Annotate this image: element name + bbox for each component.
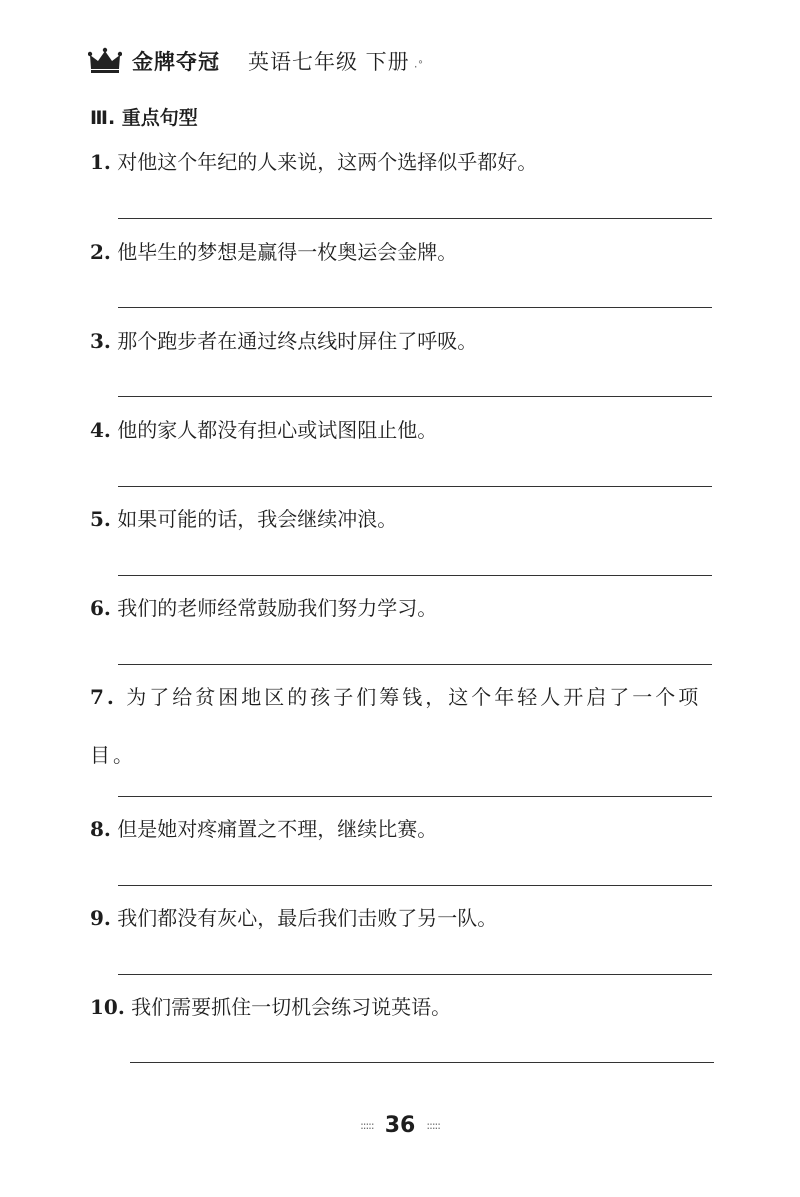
answer-line-8[interactable] xyxy=(118,885,712,886)
question-1 xyxy=(90,133,720,191)
sparkle-decoration: ·˚ xyxy=(413,60,424,74)
question-number: 7. xyxy=(90,685,117,709)
question-text: 我们的老师经常鼓励我们努力学习。 xyxy=(110,596,438,620)
crown-icon xyxy=(88,47,122,75)
question-text: 我们都没有灰心，最后我们击败了另一队。 xyxy=(110,906,498,930)
question-number: 4. xyxy=(90,418,111,442)
question-8 xyxy=(90,800,720,858)
page-number: 36 xyxy=(384,1113,416,1138)
question-text: 他毕生的梦想是赢得一枚奥运会金牌。 xyxy=(110,240,458,264)
answer-line-3[interactable] xyxy=(118,396,712,397)
answer-line-6[interactable] xyxy=(118,664,712,665)
question-2 xyxy=(90,223,720,281)
question-5 xyxy=(90,490,720,548)
question-4 xyxy=(90,401,720,459)
question-number: 10. xyxy=(90,995,125,1019)
question-text: 为了给贫困地区的孩子们筹钱，这个年轻人开启了一个项目。 xyxy=(90,685,702,767)
question-number: 1. xyxy=(90,150,111,174)
question-text: 但是她对疼痛置之不理，继续比赛。 xyxy=(110,817,438,841)
answer-line-5[interactable] xyxy=(118,575,712,576)
question-9 xyxy=(90,889,720,947)
page-footer xyxy=(0,1113,800,1138)
question-10 xyxy=(90,978,720,1036)
question-number: 9. xyxy=(90,906,111,930)
question-number: 3. xyxy=(90,329,111,353)
brand-title: 金牌夺冠 xyxy=(132,50,220,74)
question-text: 他的家人都没有担心或试图阻止他。 xyxy=(110,418,438,442)
footer-dots-left: ::::: xyxy=(360,1119,374,1132)
question-7 xyxy=(90,668,720,784)
question-number: 2. xyxy=(90,240,111,264)
answer-line-9[interactable] xyxy=(118,974,712,975)
page-header xyxy=(88,44,424,78)
answer-line-4[interactable] xyxy=(118,486,712,487)
question-text: 我们需要抓住一切机会练习说英语。 xyxy=(124,995,452,1019)
section-title: Ⅲ. 重点句型 xyxy=(90,107,198,129)
question-number: 8. xyxy=(90,817,111,841)
answer-line-2[interactable] xyxy=(118,307,712,308)
question-text: 如果可能的话，我会继续冲浪。 xyxy=(110,507,398,531)
question-text: 对他这个年纪的人来说，这两个选择似乎都好。 xyxy=(110,150,538,174)
book-subject: 英语七年级 下册 xyxy=(248,50,410,74)
answer-line-1[interactable] xyxy=(118,218,712,219)
footer-dots-right: ::::: xyxy=(426,1119,440,1132)
question-number: 6. xyxy=(90,596,111,620)
question-text: 那个跑步者在通过终点线时屏住了呼吸。 xyxy=(110,329,478,353)
question-6 xyxy=(90,579,720,637)
question-3 xyxy=(90,312,720,370)
question-number: 5. xyxy=(90,507,111,531)
answer-line-7[interactable] xyxy=(118,796,712,797)
answer-line-10[interactable] xyxy=(130,1062,714,1063)
